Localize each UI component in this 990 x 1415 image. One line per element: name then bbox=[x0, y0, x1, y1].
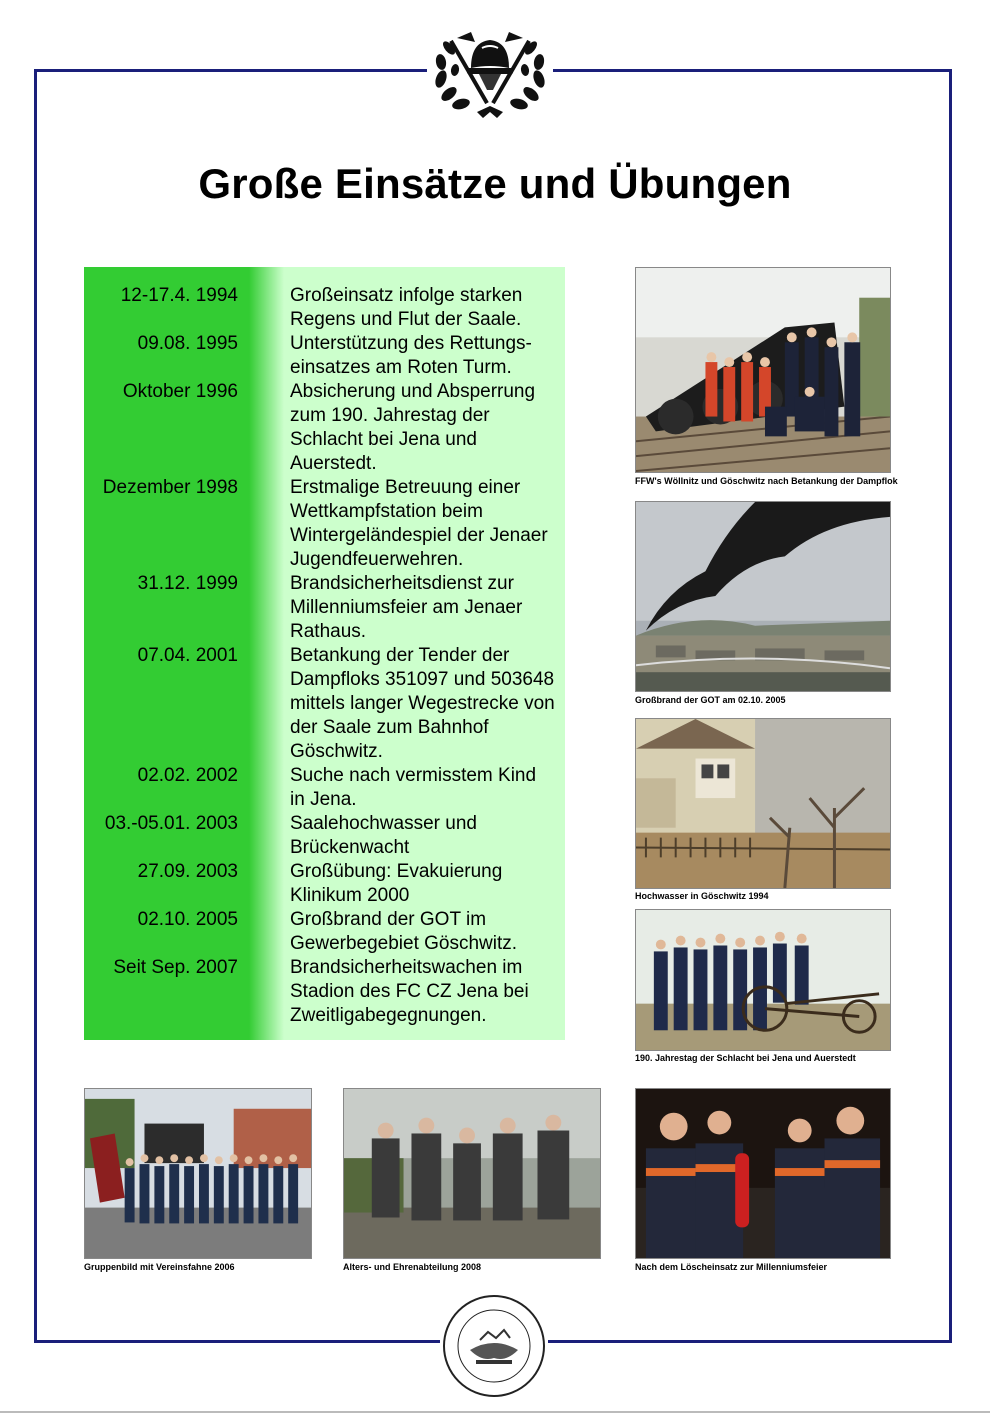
locomotive-photo bbox=[635, 267, 891, 473]
flood-photo bbox=[635, 718, 891, 889]
timeline-date: 09.08. 1995 bbox=[137, 333, 238, 354]
timeline-entry bbox=[84, 764, 565, 812]
municipal-seal-icon bbox=[440, 1292, 548, 1400]
millennium-photo bbox=[635, 1088, 891, 1259]
timeline-entry bbox=[84, 476, 565, 572]
timeline-description: Suche nach vermisstem Kind in Jena. bbox=[290, 765, 537, 810]
timeline-date: 31.12. 1999 bbox=[137, 573, 238, 594]
timeline-description: Saalehochwasser und Brückenwacht bbox=[290, 813, 477, 858]
timeline-entry bbox=[84, 332, 565, 380]
timeline-panel bbox=[84, 267, 565, 1040]
veterans-caption: Alters- und Ehrenabteilung 2008 bbox=[343, 1262, 482, 1272]
fire-photo bbox=[635, 501, 891, 692]
fire-brigade-emblem-icon bbox=[427, 24, 553, 124]
group-photo bbox=[84, 1088, 312, 1259]
timeline-description: Betankung der Tender der Dampfloks 351097 und 503648 mittels langer Wegestrecke von der Saale zum Bahnhof Göschwitz. bbox=[290, 645, 555, 762]
timeline-entry bbox=[84, 956, 565, 1028]
timeline-description: Großbrand der GOT im Gewerbegebiet Göschwitz. bbox=[290, 909, 518, 954]
timeline-entry bbox=[84, 812, 565, 860]
group-caption: Gruppenbild mit Vereinsfahne 2006 bbox=[84, 1262, 235, 1272]
timeline-date: Oktober 1996 bbox=[122, 381, 238, 402]
anniversary-photo bbox=[635, 909, 891, 1051]
timeline-date: 02.10. 2005 bbox=[137, 909, 238, 930]
timeline-description: Erstmalige Betreuung einer Wettkampfstation beim Wintergeländespiel der Jenaer Jugendfeuerwehren. bbox=[290, 477, 548, 570]
anniversary-caption: 190. Jahrestag der Schlacht bei Jena und Auerstedt bbox=[635, 1053, 856, 1063]
timeline-entry bbox=[84, 284, 565, 332]
timeline-date: 27.09. 2003 bbox=[137, 861, 238, 882]
timeline-description: Brandsicherheitswachen im Stadion des FC CZ Jena bei Zweitligabegegnungen. bbox=[290, 957, 529, 1026]
timeline-description: Brandsicherheitsdienst zur Millenniumsfeier am Jenaer Rathaus. bbox=[290, 573, 523, 642]
timeline-entry bbox=[84, 860, 565, 908]
flood-caption: Hochwasser in Göschwitz 1994 bbox=[635, 891, 769, 901]
timeline-entry bbox=[84, 644, 565, 764]
page-title: Große Einsätze und Übungen bbox=[198, 160, 792, 207]
timeline-description: Großübung: Evakuierung Klinikum 2000 bbox=[290, 861, 503, 906]
millennium-caption: Nach dem Löscheinsatz zur Millenniumsfeier bbox=[635, 1262, 828, 1272]
fire-caption: Großbrand der GOT am 02.10. 2005 bbox=[635, 695, 786, 705]
timeline-description: Unterstützung des Rettungs-einsatzes am Roten Turm. bbox=[290, 333, 532, 378]
locomotive-caption: FFW's Wöllnitz und Göschwitz nach Betankung der Dampflok bbox=[635, 476, 898, 486]
timeline-entry bbox=[84, 572, 565, 644]
timeline-date: 12-17.4. 1994 bbox=[120, 285, 238, 306]
timeline-description: Absicherung und Absperrung zum 190. Jahrestag der Schlacht bei Jena und Auerstedt. bbox=[290, 381, 536, 474]
timeline-date: 02.02. 2002 bbox=[137, 765, 238, 786]
timeline-entry bbox=[84, 380, 565, 476]
timeline-description: Großeinsatz infolge starken Regens und Flut der Saale. bbox=[290, 285, 523, 330]
timeline-entry bbox=[84, 908, 565, 956]
timeline-date: Dezember 1998 bbox=[102, 477, 238, 498]
timeline-date: 03.-05.01. 2003 bbox=[104, 813, 238, 834]
timeline-list bbox=[84, 267, 565, 1028]
timeline-date: 07.04. 2001 bbox=[137, 645, 238, 666]
veterans-photo bbox=[343, 1088, 601, 1259]
bottom-divider bbox=[0, 1411, 990, 1413]
timeline-date: Seit Sep. 2007 bbox=[113, 957, 238, 978]
